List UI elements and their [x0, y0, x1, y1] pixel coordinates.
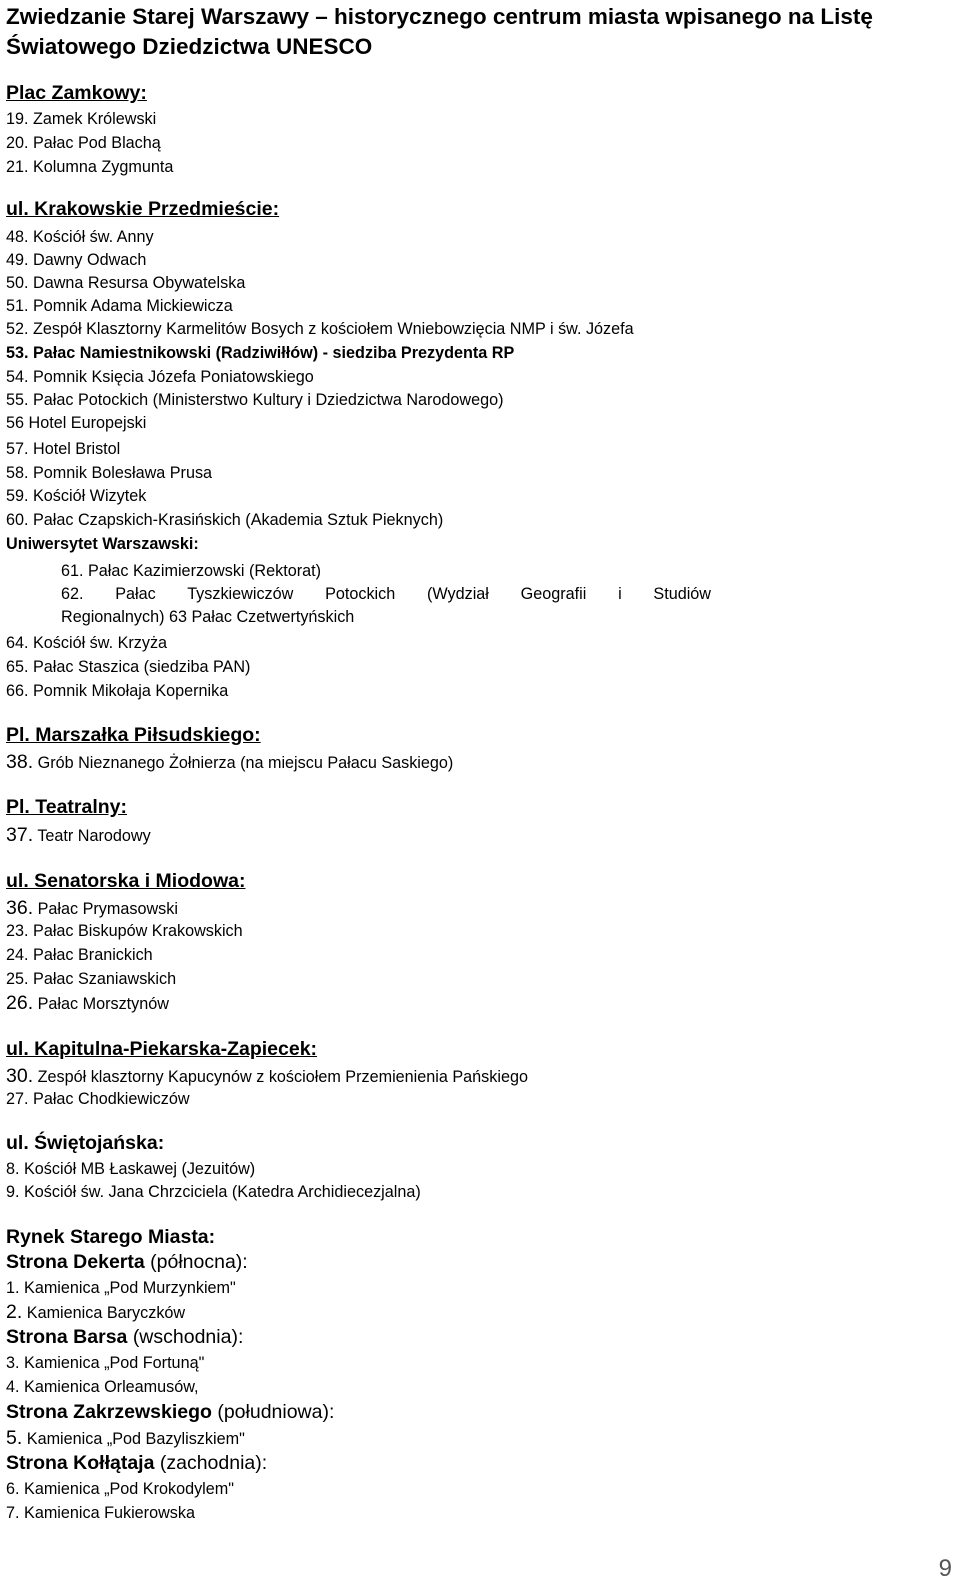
list-item: 51. Pomnik Adama Mickiewicza: [6, 297, 233, 315]
list-item: 50. Dawna Resursa Obywatelska: [6, 274, 246, 292]
list-item: [6, 1301, 185, 1324]
document-page: [6, 0, 946, 1591]
item-number: 23.: [6, 922, 29, 940]
section-heading-teatralny: Pl. Teatralny:: [6, 796, 128, 818]
list-item: [6, 1378, 199, 1397]
item-number: 7.: [6, 1504, 20, 1522]
item-number: 36.: [6, 897, 34, 919]
section-heading-kapitulna: ul. Kapitulna-Piekarska-Zapiecek:: [6, 1038, 318, 1060]
list-item: 53. Pałac Namiestnikowski (Radziwiłłów) - siedziba Prezydenta RP: [6, 344, 515, 362]
list-item: 48. Kościół św. Anny: [6, 228, 154, 246]
list-item: [6, 946, 153, 965]
list-item: [6, 1504, 195, 1523]
item-text: Pałac Morsztynów: [37, 995, 169, 1013]
side-direction: (południowa):: [217, 1401, 335, 1423]
list-item: [6, 1354, 204, 1373]
section-heading-senatorska: ul. Senatorska i Miodowa:: [6, 870, 246, 892]
item-text: Pałac Biskupów Krakowskich: [33, 922, 243, 940]
item-number: 38.: [6, 751, 34, 773]
item-number: 6.: [6, 1480, 20, 1498]
item-number: 27.: [6, 1090, 29, 1108]
list-item: 65. Pałac Staszica (siedziba PAN): [6, 658, 251, 676]
rynek-side-heading: [6, 1452, 267, 1475]
item-number: 2.: [6, 1301, 23, 1323]
list-item: [6, 970, 176, 989]
section-heading-krakowskie: ul. Krakowskie Przedmieście:: [6, 198, 280, 220]
item-text: Kamienica Baryczków: [26, 1304, 186, 1322]
list-item: 55. Pałac Potockich (Ministerstwo Kultury i Dziedzictwa Narodowego): [6, 391, 504, 409]
side-direction: (wschodnia):: [132, 1326, 244, 1348]
section-heading-pilsudskiego: Pl. Marszałka Piłsudskiego:: [6, 724, 261, 746]
list-item: [6, 824, 151, 847]
item-number: 1.: [6, 1279, 20, 1297]
list-item: 9. Kościół św. Jana Chrzciciela (Katedra Archidiecezjalna): [6, 1183, 421, 1201]
item-text: Pałac Szaniawskich: [33, 970, 177, 988]
item-text: Pałac Chodkiewiczów: [33, 1090, 190, 1108]
section-heading-plac-zamkowy: Plac Zamkowy:: [6, 82, 147, 104]
list-item: 61. Pałac Kazimierzowski (Rektorat): [61, 562, 321, 580]
item-text: Pałac Branickich: [33, 946, 153, 964]
section-heading-uniwersytet: Uniwersytet Warszawski:: [6, 535, 199, 553]
side-direction: (zachodnia):: [159, 1452, 268, 1474]
list-item: [6, 1427, 245, 1450]
list-item: [6, 992, 169, 1015]
item-number: 30.: [6, 1065, 34, 1087]
rynek-side-heading: [6, 1251, 248, 1274]
list-item: 57. Hotel Bristol: [6, 440, 121, 458]
list-item: 20. Pałac Pod Blachą: [6, 134, 161, 152]
page-title: Zwiedzanie Starej Warszawy – historycznego centrum miasta wpisanego na Listę Światowego Dziedzictwa UNESCO: [6, 4, 873, 59]
side-name: Strona Zakrzewskiego: [6, 1401, 212, 1423]
item-number: 37.: [6, 824, 34, 846]
list-item: 49. Dawny Odwach: [6, 251, 147, 269]
list-item: 19. Zamek Królewski: [6, 110, 157, 128]
list-item: 8. Kościół MB Łaskawej (Jezuitów): [6, 1160, 256, 1178]
rynek-side-heading: [6, 1401, 334, 1424]
list-item: 59. Kościół Wizytek: [6, 487, 147, 505]
item-text: Grób Nieznanego Żołnierza (na miejscu Pałacu Saskiego): [37, 754, 454, 772]
item-number: 25.: [6, 970, 29, 988]
list-item: 60. Pałac Czapskich-Krasińskich (Akademia Sztuk Pieknych): [6, 511, 444, 529]
side-name: Strona Barsa: [6, 1326, 128, 1348]
list-item: [6, 751, 453, 774]
list-item: [6, 1065, 528, 1088]
side-direction: (północna):: [150, 1251, 248, 1273]
item-text: Kamienica Fukierowska: [24, 1504, 195, 1522]
item-number: 4.: [6, 1378, 20, 1396]
list-item: 21. Kolumna Zygmunta: [6, 158, 174, 176]
side-name: Strona Kołłątaja: [6, 1452, 155, 1474]
section-heading-rynek: Rynek Starego Miasta:: [6, 1226, 216, 1248]
list-item: [6, 897, 178, 920]
item-text: Zespół klasztorny Kapucynów z kościołem Przemienienia Pańskiego: [37, 1068, 528, 1086]
item-text: Kamienica „Pod Fortuną": [24, 1354, 205, 1372]
side-name: Strona Dekerta: [6, 1251, 145, 1273]
item-number: 24.: [6, 946, 29, 964]
list-item: [6, 1279, 236, 1298]
list-item: 56 Hotel Europejski: [6, 414, 147, 432]
item-number: 26.: [6, 992, 34, 1014]
rynek-side-heading: [6, 1326, 243, 1349]
list-item: 54. Pomnik Księcia Józefa Poniatowskiego: [6, 368, 314, 386]
list-item: 58. Pomnik Bolesława Prusa: [6, 464, 213, 482]
list-item: [6, 922, 243, 941]
list-item: [6, 1480, 234, 1499]
list-item: 62. Pałac Tyszkiewiczów Potockich (Wydział Geografii i Studiów: [61, 585, 711, 603]
list-item: [6, 1090, 190, 1109]
list-item: 66. Pomnik Mikołaja Kopernika: [6, 682, 229, 700]
item-number: 5.: [6, 1427, 23, 1449]
item-text: Kamienica „Pod Murzynkiem": [24, 1279, 236, 1297]
list-item: Regionalnych) 63 Pałac Czetwertyńskich: [61, 608, 355, 626]
page-number: 9: [938, 1555, 952, 1582]
item-text: Kamienica „Pod Bazyliszkiem": [26, 1430, 245, 1448]
item-number: 3.: [6, 1354, 20, 1372]
list-item: 52. Zespół Klasztorny Karmelitów Bosych z kościołem Wniebowzięcia NMP i św. Józefa: [6, 320, 634, 338]
list-item: 64. Kościół św. Krzyża: [6, 634, 168, 652]
item-text: Kamienica „Pod Krokodylem": [24, 1480, 234, 1498]
item-text: Pałac Prymasowski: [37, 900, 178, 918]
section-heading-swietojanska: ul. Świętojańska:: [6, 1132, 165, 1154]
item-text: Kamienica Orleamusów,: [24, 1378, 199, 1396]
item-text: Teatr Narodowy: [37, 827, 151, 845]
